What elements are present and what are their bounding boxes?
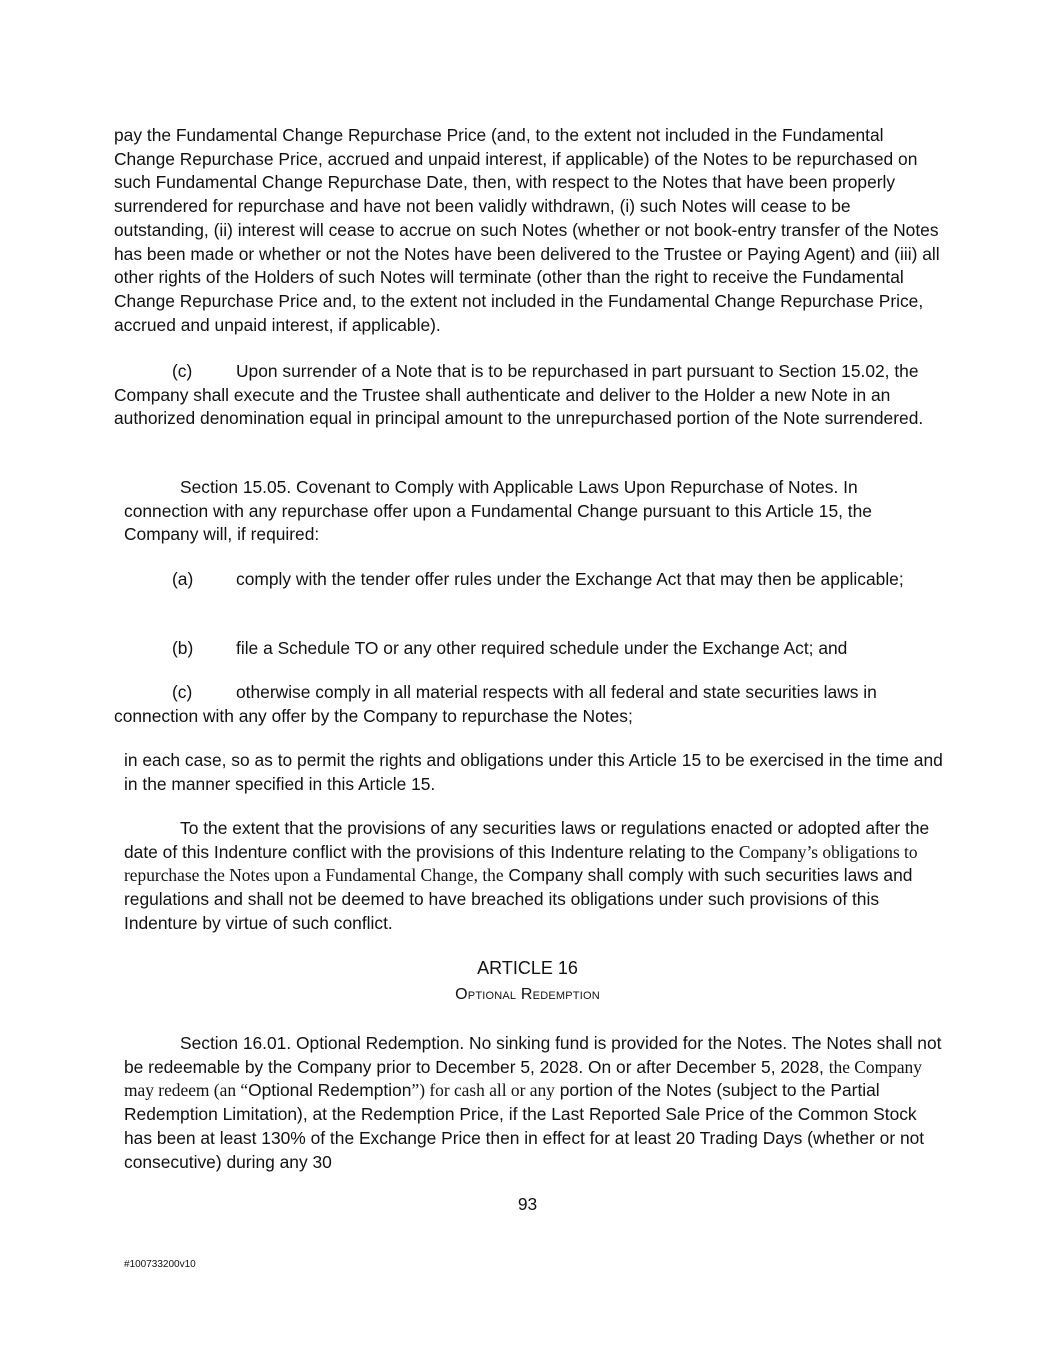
document-id: #100733200v10: [124, 1259, 196, 1270]
section-15-05: [124, 476, 944, 547]
section-16-01-text-2: portion of the Notes (subject to the Partial Redemption Limitation), at the Redemption Price, if the Last Reported Sale Price of the Common Stock has been at least 130% of the Exchange Price then in effect for at least 20 Trading Days (whether or not consecutive) during any 30: [124, 1080, 925, 1172]
paragraph-continuation: [114, 124, 944, 337]
clause-c2-text: otherwise comply in all material respects with all federal and state securities laws in connection with any offer by the Company to repurchase the Notes;: [114, 682, 877, 726]
section-16-01-text-1: Section 16.01. Optional Redemption. No sinking fund is provided for the Notes. The Notes shall not be redeemable by the Company prior to December 5, 2028. On or after December 5, 2028,: [124, 1033, 942, 1077]
clause-c-comply: [114, 681, 944, 728]
paragraph-extent: [124, 817, 944, 936]
clause-c-text: Upon surrender of a Note that is to be repurchased in part pursuant to Section 15.02, the Company shall execute and the Trustee shall authenticate and deliver to the Holder a new Note in an authorized denomination equal in principal amount to the unrepurchased portion of the Note surrendered.: [114, 361, 924, 429]
article-subtitle: Optional Redemption: [455, 986, 600, 1003]
clause-a-text: comply with the tender offer rules under the Exchange Act that may then be applicable;: [236, 569, 904, 589]
clause-label-a: (a): [172, 569, 194, 589]
section-15-05-text: Section 15.05. Covenant to Comply with Applicable Laws Upon Repurchase of Notes. In connection with any repurchase offer upon a Fundamental Change pursuant to this Article 15, the Company will, if required:: [124, 477, 872, 545]
extent-text-serif: Company’s obligations to repurchase the Notes upon a Fundamental Change, the: [124, 841, 918, 886]
clause-b-text: file a Schedule TO or any other required schedule under the Exchange Act; and: [236, 638, 848, 658]
clause-label-c: (c): [172, 361, 193, 381]
paragraph-c-surrender: [114, 360, 944, 431]
extent-text-2: Company shall comply with such securities laws and regulations and shall not be deemed to have breached its obligations under such provisions of this Indenture by virtue of such conflict.: [124, 865, 913, 933]
section-16-01: [124, 1032, 944, 1174]
clause-label-c2: (c): [172, 682, 193, 702]
clause-b: [114, 637, 944, 661]
section-16-01-serif-2: ”) for cash all or any: [411, 1080, 555, 1101]
each-case-text: in each case, so as to permit the rights and obligations under this Article 15 to be exercised in the time and in the manner specified in this Article 15.: [124, 750, 943, 794]
extent-text-1: To the extent that the provisions of any securities laws or regulations enacted or adopted after the date of this Indenture conflict with the provisions of this Indenture relating to the: [124, 818, 930, 862]
page-number: 93: [517, 1194, 538, 1214]
section-16-01-serif-1: the Company may redeem (an “: [124, 1056, 922, 1101]
continuation-text: pay the Fundamental Change Repurchase Price (and, to the extent not included in the Fundamental Change Repurchase Price, accrued and unpaid interest, if applicable) of the Notes to be repurchased on such Fundamental Change Repurchase Date, then, with respect to the Notes that have been properly surrendered for repurchase and have not been validly withdrawn, (i) such Notes will cease to be outstanding, (ii) interest will cease to accrue on such Notes (whether or not book-entry transfer of the Notes has been made or whether or not the Notes have been delivered to the Trustee or Paying Agent) and (iii) all other rights of the Holders of such Notes will terminate (other than the right to receive the Fundamental Change Repurchase Price and, to the extent not included in the Fundamental Change Repurchase Price, accrued and unpaid interest, if applicable).: [114, 125, 940, 335]
clause-label-b: (b): [172, 638, 194, 658]
clause-a: [114, 568, 944, 592]
article-title: ARTICLE 16: [477, 958, 578, 978]
optional-redemption-term: Optional Redemption: [248, 1080, 412, 1101]
paragraph-each-case: [124, 749, 944, 796]
